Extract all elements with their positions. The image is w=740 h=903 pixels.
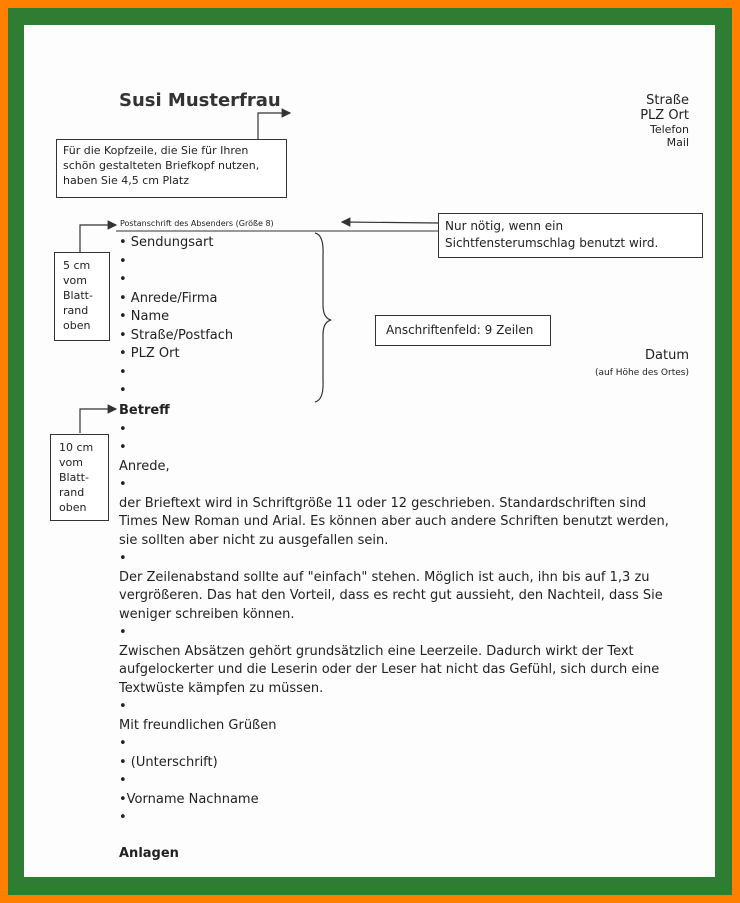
address-line: •	[119, 383, 127, 398]
blank-bullet: •	[119, 551, 127, 566]
full-name: •Vorname Nachname	[119, 791, 259, 807]
signature: • (Unterschrift)	[119, 754, 218, 770]
kopfzeile-note: Für die Kopfzeile, die Sie für Ihren schön gestalteten Briefkopf nutzen, haben Sie 4,5 cm Platz	[56, 139, 287, 198]
address-plz-ort: PLZ Ort	[640, 107, 689, 123]
subject: Betreff	[119, 403, 170, 418]
note-line: Blatt-	[63, 289, 93, 302]
letter-body	[119, 402, 679, 863]
kopfzeile-arrow	[258, 113, 290, 139]
sender-name: Susi Musterfrau	[119, 90, 281, 111]
paragraph-3: Zwischen Absätzen gehört grundsätzlich eine Leerzeile. Dadurch wirkt der Text aufgelockerter und die Leserin oder der Leser hat nicht das Gefühl, sich durch eine Textwüste kämpfen zu müssen.	[119, 643, 660, 696]
blank-bullet: •	[119, 810, 127, 825]
note-line: oben	[63, 319, 91, 332]
sender-return-line: Postanschrift des Absenders (Größe 8)	[120, 219, 274, 228]
attachments: Anlagen	[119, 845, 179, 861]
note-line: vom	[59, 456, 83, 469]
blank-bullet: •	[119, 699, 127, 714]
address-line: •	[119, 253, 127, 269]
address-line: • Sendungsart	[119, 235, 214, 250]
note-line: vom	[63, 274, 87, 287]
address-phone: Telefon	[649, 122, 689, 136]
date-label: Datum	[645, 348, 689, 363]
address-line: • Name	[119, 309, 170, 324]
paragraph-2: Der Zeilenabstand sollte auf "einfach" stehen. Möglich ist auch, ihn bis auf 1,3 zu vergrößeren. Das hat den Vorteil, dass es recht gut aussieht, den Nachteil, dass Sie weniger schreiben können.	[119, 569, 663, 622]
note-line: 5 cm	[63, 259, 91, 272]
blank-bullet: •	[119, 773, 127, 788]
fenster-note: Nur nötig, wenn ein Sichtfensterumschlag benutzt wird.	[438, 213, 703, 258]
blank-bullet: •	[119, 421, 127, 437]
blank-bullet: •	[119, 736, 127, 751]
address-mail: Mail	[666, 135, 689, 149]
blattrand-5cm-note	[54, 252, 110, 341]
postanschrift-arrow	[80, 225, 116, 252]
salutation: Anrede,	[119, 458, 170, 474]
blank-bullet: •	[119, 477, 127, 492]
address-line: •	[119, 364, 127, 380]
date-note: (auf Höhe des Ortes)	[595, 368, 689, 378]
address-field	[119, 234, 233, 401]
sender-address	[640, 94, 689, 149]
anschriftenfeld-note: Anschriftenfeld: 9 Zeilen	[375, 315, 551, 346]
address-line: • Anrede/Firma	[119, 290, 218, 306]
address-line: • Straße/Postfach	[119, 327, 234, 343]
note-line: Blatt-	[59, 471, 89, 484]
betreff-arrow	[80, 409, 116, 433]
address-street: Straße	[646, 93, 689, 108]
address-field-brace	[315, 233, 331, 402]
blattrand-10cm-note	[50, 434, 109, 521]
note-line: rand	[59, 486, 85, 499]
address-line: • PLZ Ort	[119, 346, 180, 361]
note-line: oben	[59, 501, 87, 514]
blank-bullet: •	[119, 625, 127, 640]
address-line: •	[119, 272, 127, 287]
date-block	[595, 346, 689, 380]
note-line: rand	[63, 304, 89, 317]
closing: Mit freundlichen Grüßen	[119, 717, 277, 733]
blank-bullet: •	[119, 440, 127, 455]
fenster-arrow	[342, 222, 438, 223]
note-line: 10 cm	[59, 441, 94, 454]
paragraph-1: der Brieftext wird in Schriftgröße 11 oder 12 geschrieben. Standardschriften sind Times New Roman und Arial. Es können aber auch andere Schriften benutzt werden, sie sollten aber nicht zu ausgefallen sein.	[119, 495, 669, 548]
